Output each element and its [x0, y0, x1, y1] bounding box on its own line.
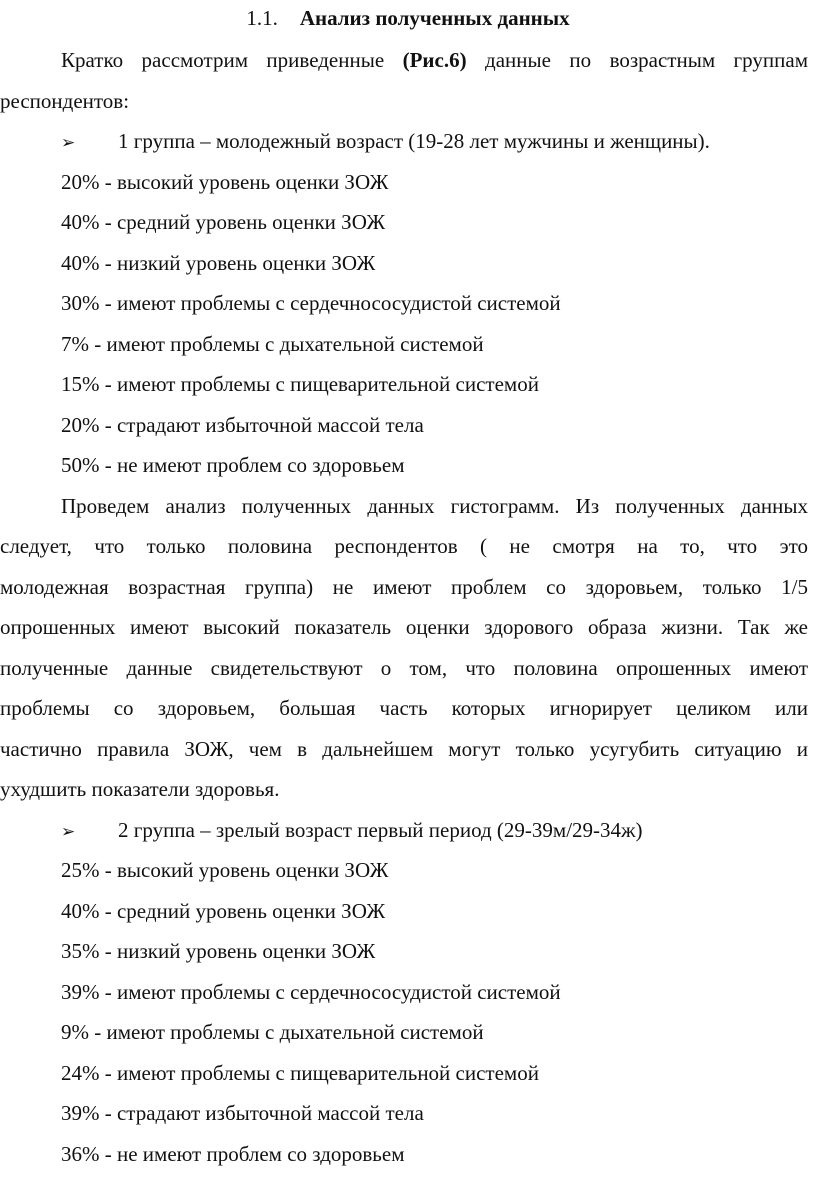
group2-item: 36% - не имеют проблем со здоровьем — [61, 1142, 405, 1166]
group2-title: 2 группа – зрелый возраст первый период (29-39м/29-34ж) — [118, 818, 643, 842]
analysis-line: Проведем анализ полученных данных гистограмм. Из полученных данных — [61, 494, 808, 518]
analysis-line: полученные данные свидетельствуют о том, что половина опрошенных имеют — [0, 656, 808, 680]
group1-item: 40% - низкий уровень оценки ЗОЖ — [61, 251, 376, 275]
group1-item: 30% - имеют проблемы с сердечнососудистой системой — [61, 291, 561, 315]
group1-item: 40% - средний уровень оценки ЗОЖ — [61, 210, 386, 234]
arrow-bullet-icon: ➢ — [61, 133, 76, 153]
group2-item: 9% - имеют проблемы с дыхательной системой — [61, 1020, 484, 1044]
intro-line-2: респондентов: — [0, 89, 130, 113]
section-heading — [0, 4, 816, 32]
analysis-line-last: ухудшить показатели здоровья. — [0, 777, 280, 801]
analysis-line: следует, что только половина респондентов ( не смотря на то, что это — [0, 534, 808, 558]
group1-item: 20% - страдают избыточной массой тела — [61, 413, 424, 437]
intro-line-1 — [61, 46, 808, 74]
group1-heading — [61, 127, 710, 157]
group1-title: 1 группа – молодежный возраст (19-28 лет мужчины и женщины). — [118, 129, 710, 153]
analysis-line: проблемы со здоровьем, большая часть которых игнорирует целиком или — [0, 696, 808, 720]
intro-text: Кратко рассмотрим приведенные — [61, 48, 403, 72]
group2-item: 39% - имеют проблемы с сердечнососудистой системой — [61, 980, 561, 1004]
group2-item: 40% - средний уровень оценки ЗОЖ — [61, 899, 386, 923]
group2-item: 35% - низкий уровень оценки ЗОЖ — [61, 939, 376, 963]
analysis-line: частично правила ЗОЖ, чем в дальнейшем могут только усугубить ситуацию и — [0, 737, 808, 761]
group2-item: 25% - высокий уровень оценки ЗОЖ — [61, 858, 389, 882]
group1-item: 50% - не имеют проблем со здоровьем — [61, 453, 405, 477]
section-title: Анализ полученных данных — [299, 6, 570, 30]
group1-item: 15% - имеют проблемы с пищеварительной системой — [61, 372, 539, 396]
group2-item: 24% - имеют проблемы с пищеварительной системой — [61, 1061, 539, 1085]
group2-heading — [61, 816, 643, 846]
figure-reference: (Рис.6) — [402, 48, 467, 72]
analysis-line: опрошенных имеют высокий показатель оценки здорового образа жизни. Так же — [0, 615, 808, 639]
section-number: 1.1. — [246, 6, 278, 30]
analysis-line: молодежная возрастная группа) не имеют проблем со здоровьем, только 1/5 — [0, 575, 808, 599]
group1-item: 20% - высокий уровень оценки ЗОЖ — [61, 170, 389, 194]
group1-item: 7% - имеют проблемы с дыхательной системой — [61, 332, 484, 356]
intro-text-continued: данные по возрастным группам — [466, 48, 808, 72]
group2-item: 39% - страдают избыточной массой тела — [61, 1101, 424, 1125]
arrow-bullet-icon: ➢ — [61, 822, 76, 842]
